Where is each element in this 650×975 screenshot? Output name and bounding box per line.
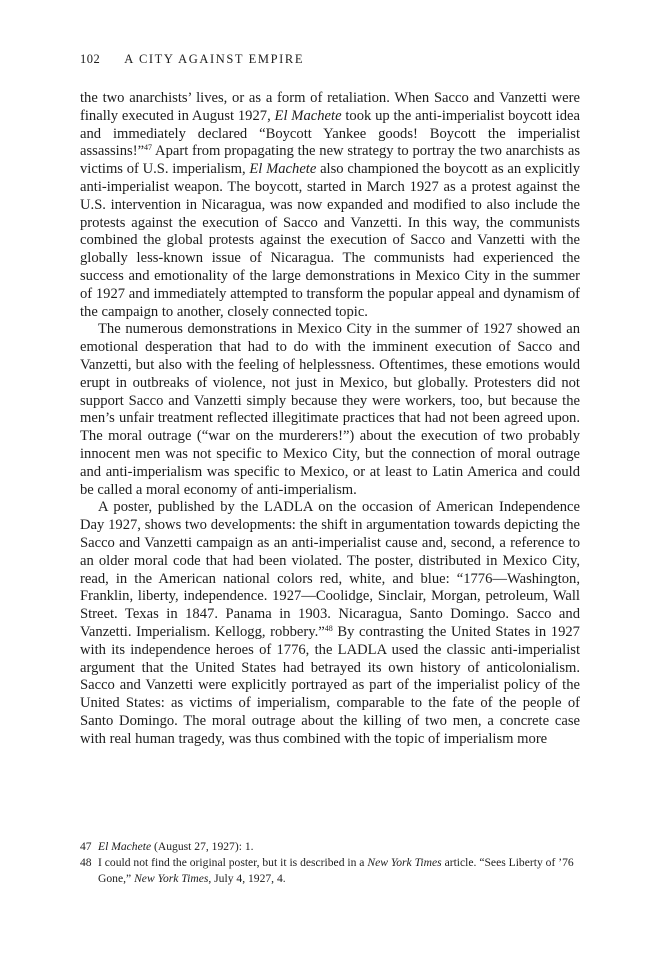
footnote-text-a: I could not find the original poster, but it is described in a xyxy=(98,856,368,869)
footnote-text xyxy=(98,839,580,855)
footnote-text xyxy=(98,855,580,887)
paragraph-2: The numerous demonstrations in Mexico City in the summer of 1927 showed an emotional desperation that had to do with the imminent execution of Sacco and Vanzetti, but also with the feeling of helplessness. Oftentimes, these emotions would erupt in outbreaks of violence, not just in Mexico, but globally. Protesters did not support Sacco and Vanzetti simply because they were workers, too, but because the men’s unfair treatment reflected illegitimate practices that had not been agreed upon. The moral outrage (“war on the murderers!”) about the execution of two probably innocent men was not specific to Mexico City, but the connection of moral outrage and anti-imperialism was specific to Mexico, or at least to Latin America and could be called a moral economy of anti-imperialism. xyxy=(80,321,580,498)
running-title: A CITY AGAINST EMPIRE xyxy=(124,52,305,66)
footnote-48 xyxy=(80,855,580,887)
paragraph-1-text-a: the two anarchists’ lives, or as a form of retaliation. When Sacco and Vanzetti were finally executed in August 1927, xyxy=(80,90,580,124)
footnote-47 xyxy=(80,839,580,855)
periodical-title: El Machete xyxy=(98,840,152,853)
page-number: 102 xyxy=(80,52,101,66)
footnote-ref-48[interactable]: 48 xyxy=(324,623,333,633)
body-text xyxy=(80,90,580,748)
paragraph-1 xyxy=(80,90,580,321)
paragraph-3-text-a: A poster, published by the LADLA on the occasion of American Independence Day 1927, shows two developments: the shift in argumentation towards depicting the Sacco and Vanzetti campaign as an anti-imperialist cause and, second, a reference to an older moral code that had been violated. The poster, distributed in Mexico City, read, in the American national colors red, white, and blue: “1776—Washington, Franklin, liberty, independence. 1927—Coolidge, Sinclair, Morgan, petroleum, Wall Street. Texas in 1847. Panama in 1903. Nicaragua, Santo Domingo. Sacco and Vanzetti. Imperialism. Kellogg, robbery.” xyxy=(80,499,580,640)
running-header xyxy=(80,52,304,67)
footnote-ref-47[interactable]: 47 xyxy=(144,143,153,153)
paragraph-1-text-c: Apart from propagating the new strategy to portray the two anarchists as victims of U.S. imperialism, xyxy=(80,143,580,178)
footnotes xyxy=(80,839,580,887)
footnote-number: 48 xyxy=(80,856,92,869)
footnote-text-a: (August 27, 1927): 1. xyxy=(151,840,254,853)
paragraph-3-text-b: By contrasting the United States in 1927 with its independence heroes of 1776, the LADLA used the classic anti-imperialist argument that the United States had betrayed its own history of anticolonialism. Sacco and Vanzetti were explicitly portrayed as part of the imperialist policy of the United States: as victims of imperialism, comparable to the fate of the people of Santo Domingo. The moral outrage about the killing of two men, a concrete case with real human tragedy, was thus combined with the topic of imperialism more xyxy=(80,623,580,747)
periodical-title: New York Times xyxy=(367,856,442,869)
paragraph-1-text-d: also championed the boycott as an explicitly anti-imperialist weapon. The boycott, started in March 1927 as a protest against the U.S. intervention in Nicaragua, was now expanded and modified to also include the protests against the execution of Sacco and Vanzetti. In this way, the communists combined the global protests against the execution of Sacco and Vanzetti with the globally less-known issue of Nicaragua. The communists had experienced the success and emotionality of the large demonstrations in Mexico City in the summer of 1927 and immediately attempted to transform the popular appeal and dynamism of the campaign to another, closely connected topic. xyxy=(80,161,580,320)
periodical-title: New York Times xyxy=(134,872,209,885)
periodical-title: El Machete xyxy=(274,107,342,124)
footnote-number: 47 xyxy=(80,840,92,853)
paragraph-1-text-b: took up the anti-imperialist boycott idea and immediately declared “Boycott Yankee goods! Boycott the imperialist assassins!” xyxy=(80,107,580,160)
footnote-text-c: , July 4, 1927, 4. xyxy=(208,872,286,885)
periodical-title: El Machete xyxy=(249,161,317,178)
footnote-text-b: article. “Sees Liberty of ’76 Gone,” xyxy=(98,856,574,885)
paragraph-3 xyxy=(80,499,580,748)
